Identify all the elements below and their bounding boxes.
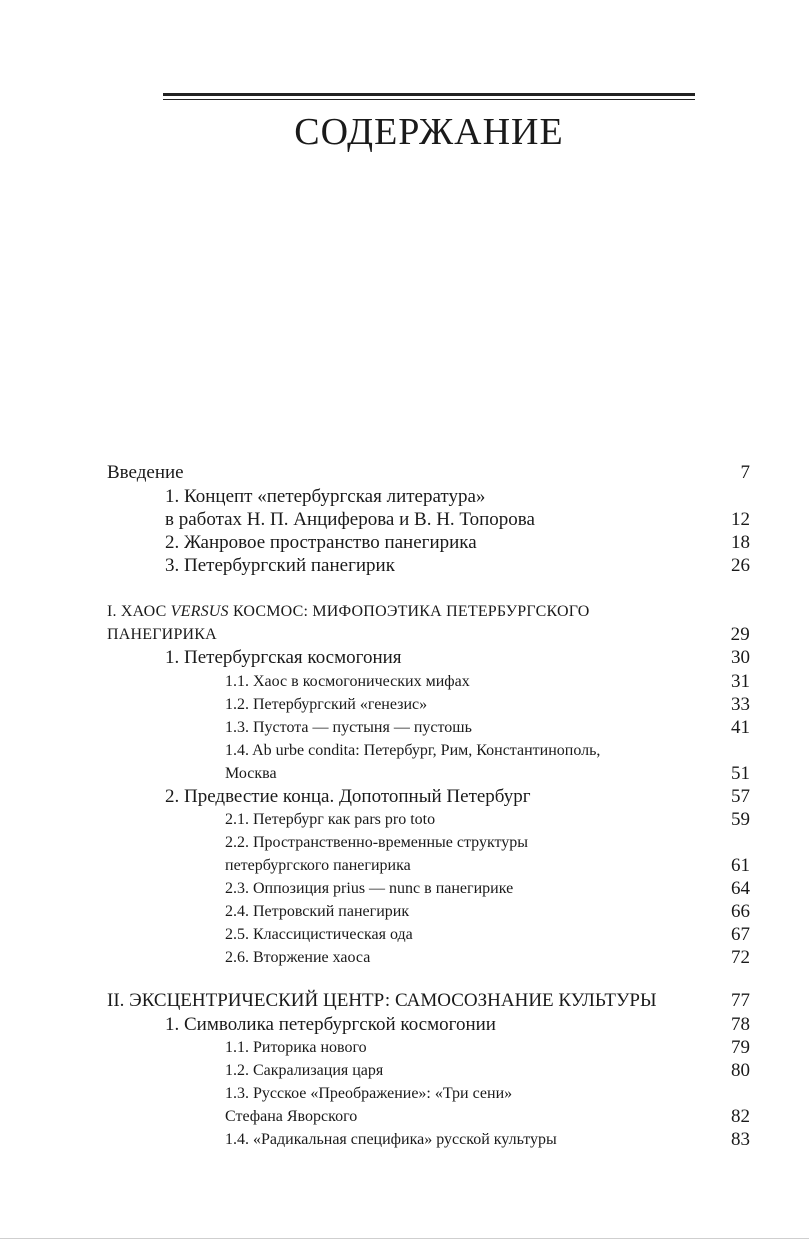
toc-entry[interactable] (165, 786, 750, 808)
toc-entry-text: II. ЭКСЦЕНТРИЧЕСКИЙ ЦЕНТР: САМОСОЗНАНИЕ КУЛЬТУРЫ (107, 990, 657, 1011)
toc-entry-text: Стефана Яворского (225, 1108, 358, 1125)
toc-page-number: 83 (731, 1129, 750, 1150)
toc-entry[interactable] (225, 1037, 750, 1059)
toc-entry-text: 2.3. Оппозиция prius — nunc в панегирике (225, 880, 514, 897)
toc-entry[interactable] (165, 555, 750, 577)
toc-entry-text: Москва (225, 765, 277, 782)
toc-entry[interactable] (225, 740, 750, 762)
toc-entry-text: 1. Символика петербургской космогонии (165, 1014, 496, 1035)
toc-entry-text: 3. Петербургский панегирик (165, 555, 395, 576)
toc-page-number: 57 (731, 786, 750, 807)
toc-entry[interactable] (225, 1106, 750, 1128)
toc-entry[interactable] (165, 647, 750, 669)
toc-page-number: 72 (731, 947, 750, 968)
toc-entry[interactable] (225, 763, 750, 785)
toc-page-number: 67 (731, 924, 750, 945)
toc-page-number: 18 (731, 532, 750, 553)
toc-page-number: 64 (731, 878, 750, 899)
toc-entry[interactable] (165, 1014, 750, 1036)
toc-page-number: 12 (731, 509, 750, 530)
toc-page-number: 59 (731, 809, 750, 830)
toc-entry-text: 2. Предвестие конца. Допотопный Петербург (165, 786, 531, 807)
toc-part-heading[interactable] (107, 624, 750, 646)
toc-entry-text: 1.2. Петербургский «генезис» (225, 696, 428, 713)
toc-page-number: 29 (730, 624, 750, 645)
toc-entry-text: ПАНЕГИРИКА (107, 626, 217, 643)
toc-entry-text: Введение (107, 462, 184, 483)
toc-entry-text: 2. Жанровое пространство панегирика (165, 532, 477, 553)
toc-entry[interactable] (225, 671, 750, 693)
toc-entry-text: I. ХАОС VERSUS КОСМОС: МИФОПОЭТИКА ПЕТЕРБУРГСКОГО (107, 603, 590, 620)
toc-entry-text: 1. Петербургская космогония (165, 647, 402, 668)
toc-page-number: 61 (731, 855, 750, 876)
toc-page-number: 7 (740, 462, 750, 483)
toc-entry-text: петербургского панегирика (225, 857, 411, 874)
toc-part-heading[interactable] (107, 601, 750, 623)
toc-page-number: 26 (731, 555, 750, 576)
toc-entry-text: в работах Н. П. Анциферова и В. Н. Топорова (165, 509, 535, 530)
toc-entry-text: 1.1. Риторика нового (225, 1039, 367, 1056)
toc-entry[interactable] (225, 924, 750, 946)
toc-page-number: 30 (731, 647, 750, 668)
toc-entry-text: 1. Концепт «петербургская литература» (165, 486, 486, 507)
toc-page-number: 78 (731, 1014, 750, 1035)
toc-entry[interactable] (225, 1083, 750, 1105)
toc-entry-text: 2.6. Вторжение хаоса (225, 949, 371, 966)
toc-entry-text: 2.1. Петербург как pars pro toto (225, 811, 436, 828)
toc-entry[interactable] (225, 1129, 750, 1151)
toc-entry[interactable] (165, 509, 750, 531)
toc-entry[interactable] (225, 855, 750, 877)
toc-page-number: 31 (731, 671, 750, 692)
toc-entry[interactable] (107, 462, 750, 484)
toc-entry-text: 1.3. Русское «Преображение»: «Три сени» (225, 1085, 513, 1102)
toc-entry[interactable] (225, 717, 750, 739)
toc-page-number: 66 (731, 901, 750, 922)
toc-entry-text: 2.5. Классицистическая ода (225, 926, 413, 943)
toc-part-heading[interactable] (107, 990, 750, 1012)
toc-page-number: 41 (731, 717, 750, 738)
toc-entry[interactable] (225, 809, 750, 831)
page-title: СОДЕРЖАНИЕ (294, 111, 564, 153)
toc-page-number: 51 (731, 763, 750, 784)
toc-entry[interactable] (225, 832, 750, 854)
page-edge-rule (0, 1238, 809, 1239)
toc-entry[interactable] (165, 486, 750, 508)
toc-entry-text: 1.4. «Радикальная специфика» русской культуры (225, 1131, 557, 1148)
toc-page-number: 33 (731, 694, 750, 715)
toc-page-number: 79 (731, 1037, 750, 1058)
toc-entry[interactable] (165, 532, 750, 554)
toc-page-number: 77 (731, 990, 750, 1011)
toc-entry-text: 1.1. Хаос в космогонических мифах (225, 673, 470, 690)
toc-entry[interactable] (225, 694, 750, 716)
toc-entry[interactable] (225, 1060, 750, 1082)
toc-entry[interactable] (225, 878, 750, 900)
toc-page-number: 82 (731, 1106, 750, 1127)
toc-entry-text: 1.2. Сакрализация царя (225, 1062, 384, 1079)
toc-entry-text: 1.3. Пустота — пустыня — пустошь (225, 719, 472, 736)
toc-entry-text: 2.4. Петровский панегирик (225, 903, 410, 920)
toc-entry[interactable] (225, 901, 750, 923)
toc-page-number: 80 (731, 1060, 750, 1081)
toc-entry-text: 1.4. Ab urbe condita: Петербург, Рим, Константинополь, (225, 742, 601, 759)
toc-entry[interactable] (225, 947, 750, 969)
toc-entry-text: 2.2. Пространственно-временные структуры (225, 834, 529, 851)
